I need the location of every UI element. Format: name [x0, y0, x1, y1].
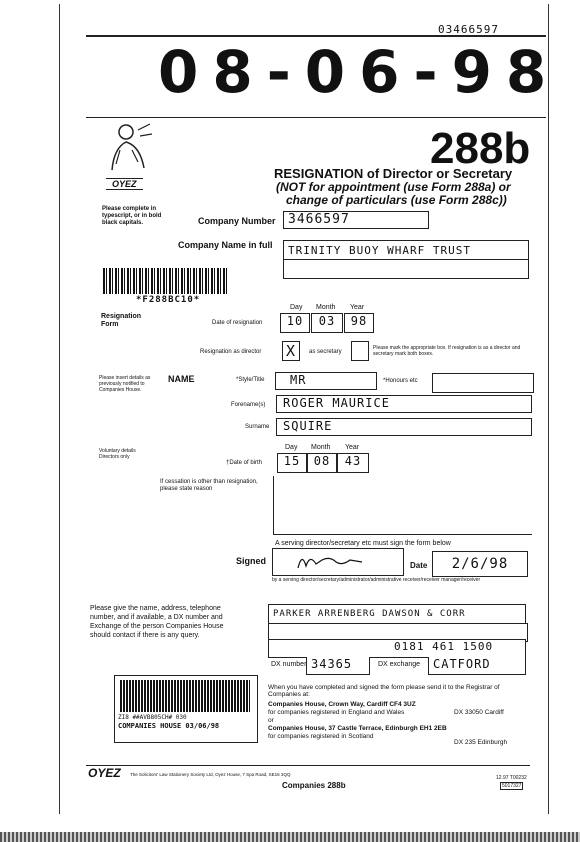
dob-year-field[interactable]: 43 [337, 453, 369, 473]
cessation-line [273, 534, 531, 535]
dob-day-header: Day [285, 444, 298, 451]
forenames-label: Forename(s) [231, 402, 266, 408]
registrar-edinburgh-dx: DX 235 Edinburgh [454, 739, 508, 746]
voluntary-details-note: Voluntary details Directors only [99, 448, 136, 460]
resignation-month-field[interactable]: 03 [311, 313, 343, 333]
footer-form: Companies 288b [282, 781, 346, 790]
signature-scribble [292, 548, 382, 579]
bottom-edge [0, 832, 580, 842]
resignation-date-label: Date of resignation [212, 320, 263, 326]
dx-number-label: DX number [271, 661, 307, 668]
section-label: Resignation Form [101, 313, 142, 328]
form-subtitle-2: change of particulars (use Form 288c)) [286, 193, 507, 207]
cessation-reason-field[interactable] [273, 476, 532, 535]
dob-year-header: Year [345, 444, 360, 451]
as-director-label: Resignation as director [200, 349, 262, 355]
honours-field[interactable] [432, 373, 534, 393]
barcode-code: *F288BC10* [136, 295, 201, 305]
style-title-label: *Style/Title [236, 377, 265, 383]
registrar-cardiff-note: for companies registered in England and Wales [268, 709, 405, 716]
contact-instructions: Please give the name, address, telephone number, and if available, a DX number and Exchange of the person Companies House should contact if there is any query. [90, 605, 224, 639]
secretary-checkbox[interactable] [351, 341, 369, 361]
registrar-edinburgh: Companies House, 37 Castle Terrace, Edinburgh EH1 2EB [268, 725, 447, 732]
insert-instructions: Please insert details as previously notified to Companies House. [99, 375, 151, 393]
signed-label: Signed [236, 556, 267, 566]
footer-publisher: The Solicitors' Law Stationery Society Ltd, Oyez House, 7 Spa Road, SE16 3QQ [130, 772, 291, 777]
company-number-field[interactable]: 3466597 [283, 211, 429, 229]
footer-code-1: 12.97 T00232 [496, 775, 527, 781]
signature-note: A serving director/secretary etc must sign the form below [275, 540, 451, 547]
year-header: Year [350, 304, 365, 311]
company-name-field-line2[interactable] [283, 259, 529, 279]
forenames-field[interactable]: ROGER MAURICE [276, 395, 532, 413]
dob-month-header: Month [311, 444, 331, 451]
dob-label: †Date of birth [226, 460, 263, 466]
form-subtitle-1: (NOT for appointment (use Form 288a) or [276, 180, 511, 194]
style-title-field[interactable]: MR [275, 372, 377, 390]
honours-label: *Honours etc [383, 378, 418, 384]
company-name-field[interactable]: TRINITY BUOY WHARF TRUST [283, 240, 529, 260]
form-title: RESIGNATION of Director or Secretary [274, 166, 513, 181]
contact-name-field[interactable]: PARKER ARRENBERG DAWSON & CORR [268, 604, 526, 624]
day-header: Day [290, 304, 303, 311]
surname-label: Surname [245, 424, 270, 430]
dx-number-field[interactable]: 34365 [306, 657, 370, 675]
dx-exchange-label: DX exchange [378, 661, 421, 668]
month-header: Month [316, 304, 336, 311]
complete-instructions: Please complete in typescript, or in bold black capitals. [102, 206, 162, 226]
resignation-year-field[interactable]: 98 [344, 313, 374, 333]
tel-field[interactable]: 0181 461 1500 [268, 639, 526, 658]
footer-rule [86, 765, 530, 766]
receipt-barcode [120, 680, 250, 712]
signature-footnote: by a serving director/secretary/administrator/administrative receiver/receiver manager/receiver [272, 577, 481, 583]
registrar-edinburgh-note: for companies registered in Scotland [268, 733, 374, 740]
as-secretary-label: as secretary [309, 349, 342, 355]
registrar-or: or [268, 717, 274, 724]
date-label: Date [410, 561, 428, 570]
company-name-label: Company Name in full [178, 240, 273, 250]
signature-date-field[interactable]: 2/6/98 [432, 551, 528, 577]
resignation-day-field[interactable]: 10 [280, 313, 310, 333]
receipt-stamp-line1: ZI8 ##AVB805CH# 030 [118, 714, 187, 721]
oyez-emblem-icon [100, 120, 160, 180]
stamp-number: 03466597 [438, 23, 499, 36]
surname-field[interactable]: SQUIRE [276, 418, 532, 436]
form-barcode [103, 268, 229, 294]
director-checkbox[interactable]: X [282, 341, 300, 361]
stamp-date: 08-06-98 [158, 38, 561, 106]
registrar-cardiff-dx: DX 33050 Cardiff [454, 709, 504, 716]
dob-month-field[interactable]: 08 [307, 453, 337, 473]
registrar-cardiff: Companies House, Crown Way, Cardiff CF4 3UZ [268, 701, 416, 708]
footer-code-2: 5017327 [502, 783, 522, 789]
name-heading: NAME [168, 374, 195, 384]
company-number-label: Company Number [198, 216, 276, 226]
brand-logo: OYEZ [106, 178, 143, 190]
form-number: 288b [430, 124, 531, 173]
footer-brand: OYEZ [88, 766, 121, 780]
cessation-label: If cessation is other than resignation, please state reason [160, 479, 258, 492]
dob-day-field[interactable]: 15 [277, 453, 307, 473]
mark-box-note: Please mark the appropriate box. If resignation is as a director and secretary mark both boxes. [373, 345, 521, 357]
dx-exchange-field[interactable]: CATFORD [428, 657, 526, 675]
receipt-stamp-line2: COMPANIES HOUSE 03/06/98 [118, 722, 220, 730]
registrar-intro: When you have completed and signed the form please send it to the Registrar of Companies at: [268, 684, 500, 698]
